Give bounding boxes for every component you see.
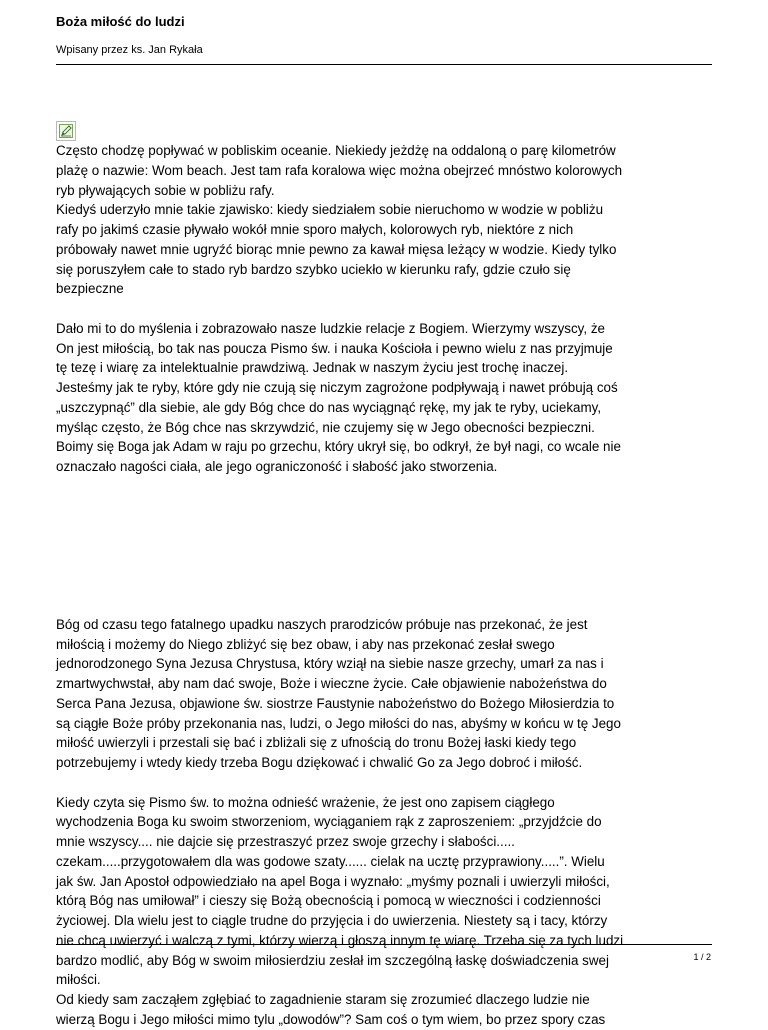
text-line: bezpieczne: [56, 281, 124, 297]
text-line: rafy po jakimś czasie pływało wokół mnie sporo małych, kolorowych ryb, niektóre z nich: [56, 222, 574, 237]
text-line: zmartwychwstał, aby nam dać swoje, Boże i wieczne życie. Całe objawienie nabożeństwa do: [56, 676, 607, 691]
paragraph: [56, 319, 724, 477]
text-line: wychodzenia Boga ku swoim stworzeniom, wyciąganiem rąk z zaproszeniem: „przyjdźcie do: [56, 814, 602, 830]
header-divider: [56, 64, 712, 65]
text-line: tę tezę i wiarę za intelektualnie prawdziwą. Jednak w naszym życiu jest trochę inaczej.: [56, 360, 569, 376]
text-line: mnie wszyscy.... nie dajcie się przestraszyć przez swoje grzechy i słabości.....: [56, 834, 515, 849]
text-line: się poruszyłem całe to stado ryb bardzo szybko uciekło w kierunku rafy, gdzie czuło się: [56, 261, 571, 277]
text-line: czekam.....przygotowałem dla was godowe szaty...... cielak na ucztę przyprawiony.....”. Wielu: [56, 853, 605, 869]
footer-divider: [56, 944, 712, 945]
text-line: miłość uwierzyli i przestali się bać i zbliżali się z ufnością do tronu Bożej łaski kiedy tego: [56, 735, 577, 751]
paragraph: [56, 141, 724, 200]
broken-image-icon: [56, 121, 76, 141]
page-number: 1 / 2: [693, 952, 711, 962]
text-line: Od kiedy sam zacząłem zgłębiać to zagadnienie staram się zrozumieć dlaczego ludzie nie: [56, 992, 590, 1007]
text-line: plażę o nazwie: Wom beach. Jest tam rafa koralowa więc można obejrzeć mnóstwo kolorowych: [56, 162, 623, 178]
text-line: Jesteśmy jak te ryby, które gdy nie czują się niczym zagrożone podpływają i nawet próbują coś: [56, 380, 618, 395]
text-line: miłości.: [56, 972, 101, 988]
text-line: Kiedyś uderzyło mnie takie zjawisko: kiedy siedziałem sobie nieruchomo w wodzie w pobliżu: [56, 202, 604, 218]
text-line: On jest miłością, bo tak nas poucza Pismo św. i nauka Kościoła i pewno wielu z nas przyjmuje: [56, 340, 613, 356]
text-line: Dało mi to do myślenia i zobrazowało nasze ludzkie relacje z Bogiem. Wierzymy wszyscy, że: [56, 320, 605, 336]
paragraph: [56, 615, 724, 773]
text-line: Serca Pana Jezusa, objawione św. siostrze Faustynie nabożeństwo do Bożego Miłosierdzia to: [56, 695, 615, 711]
author-byline: Wpisany przez ks. Jan Rykała: [56, 44, 203, 56]
text-line: Boimy się Boga jak Adam w raju po grzechu, który ukrył się, bo odkrył, że był nagi, co wcale nie: [56, 439, 621, 455]
document-title: Boża miłość do ludzi: [56, 14, 185, 29]
article-body: [56, 141, 724, 1030]
text-line: życiowej. Dla wielu jest to ciągle trudne do przyjęcia i do uwierzenia. Niestety są i tacy, którzy: [56, 913, 608, 928]
paragraph: [56, 990, 724, 1030]
text-line: Bóg od czasu tego fatalnego upadku naszych prarodziców próbuje nas przekonać, że jest: [56, 616, 588, 632]
paragraph: [56, 200, 724, 299]
paragraph: [56, 793, 724, 991]
text-line: miłością i możemy do Niego zbliżyć się bez obaw, i aby nas przekonać zesłał swego: [56, 636, 555, 652]
text-line: myśląc często, że Bóg chce nas skrzywdzić, nie czujemy się w Jego obecności bezpieczni.: [56, 419, 595, 435]
text-line: którą Bóg nas umiłował” i cieszy się Bożą obecnością i pomocą w wieczności i codzienności: [56, 893, 601, 909]
text-line: oznaczało nagości ciała, ale jego ograniczoność i słabość jako stworzenia.: [56, 459, 498, 474]
text-line: jednorodzonego Syna Jezusa Chrystusa, który wziął na siebie nasze grzechy, umarł za nas i: [56, 656, 604, 672]
text-line: próbowały nawet mnie ugryźć biorąc mnie pewno za kawał mięsa leżący w wodzie. Kiedy tylko: [56, 241, 617, 257]
text-line: jak św. Jan Apostoł odpowiedziało na apel Boga i wyznało: „myśmy poznali i uwierzyli miłości,: [56, 873, 610, 889]
text-line: „uszczypnąć” dla siebie, ale gdy Bóg chce do nas wyciągnąć rękę, my jak te ryby, uciekamy,: [56, 399, 602, 415]
text-line: bardzo modlić, aby Bóg w swoim miłosierdziu zesłał im szczególną łaskę doświadczenia swej: [56, 952, 609, 968]
text-line: są ciągłe Boże próby przekonania nas, ludzi, o Jego miłości do nas, abyśmy w końcu w tę Jego: [56, 715, 621, 731]
text-line: potrzebujemy i wtedy kiedy trzeba Bogu dziękować i chwalić Go za Jego dobroć i miłość.: [56, 755, 583, 770]
text-line: ryb pływających sobie w pobliżu rafy.: [56, 182, 275, 198]
text-line: Kiedy czyta się Pismo św. to można odnieść wrażenie, że jest ono zapisem ciągłego: [56, 794, 555, 810]
text-line: nie chcą uwierzyć i walczą z tymi, którzy wierzą i głoszą innym tę wiarę. Trzeba się za tych ludzi: [56, 932, 624, 948]
text-line: Często chodzę popływać w pobliskim oceanie. Niekiedy jeżdżę na oddaloną o parę kilometrów: [56, 143, 616, 158]
text-line: wierzą Bogu i Jego miłości mimo tylu „dowodów”? Sam coś o tym wiem, bo przez spory czas: [56, 1011, 606, 1027]
